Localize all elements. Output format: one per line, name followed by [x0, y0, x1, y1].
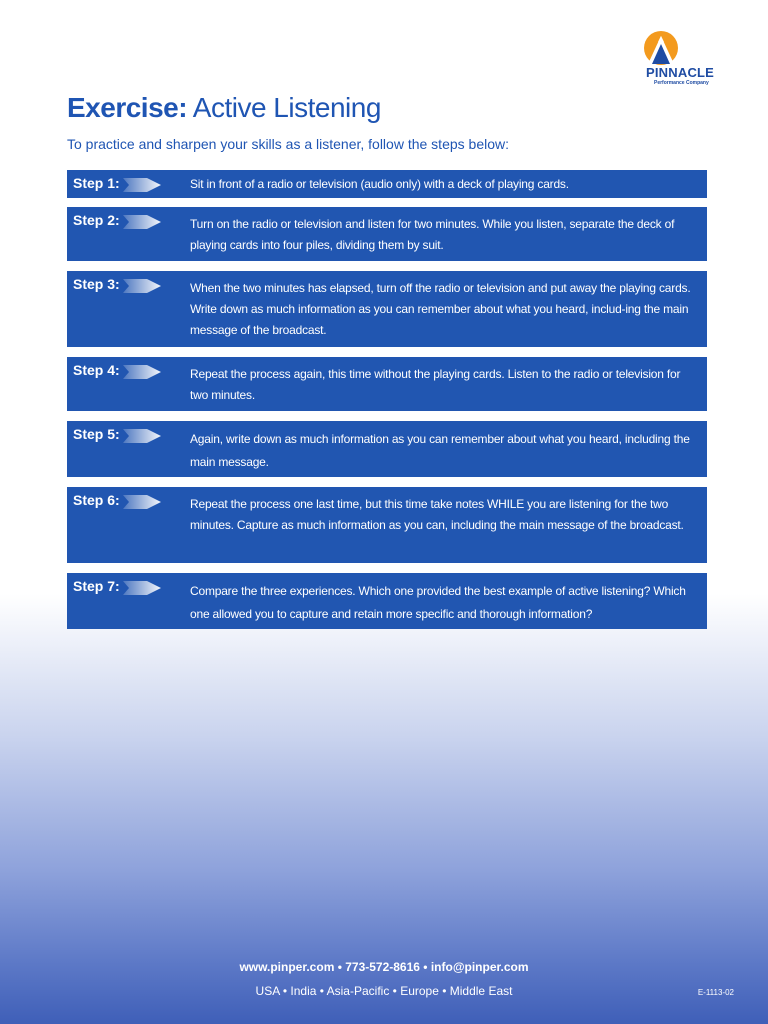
- title-bold: Exercise:: [67, 92, 188, 123]
- step-text: Repeat the process one last time, but this time take notes WHILE you are listening for the two minutes. Capture as much information as you can, including the main message of the broadcast.: [190, 497, 684, 532]
- step-row-3: [67, 271, 707, 347]
- document-code: E-1113-02: [697, 988, 734, 997]
- footer-contact: www.pinper.com • 773-572-8616 • info@pinper.com: [239, 960, 529, 974]
- arrow-right-icon: [123, 493, 163, 511]
- step-row-5: [67, 421, 707, 477]
- arrow-right-icon: [123, 579, 163, 597]
- step-text: Repeat the process again, this time without the playing cards. Listen to the radio or television for two minutes.: [190, 367, 681, 402]
- step-label: Step 3:: [73, 276, 120, 292]
- step-label: Step 4:: [73, 362, 120, 378]
- title-rest: Active Listening: [187, 92, 381, 123]
- arrow-right-icon: [123, 427, 163, 445]
- page-title: [67, 92, 381, 124]
- step-label: Step 1:: [73, 175, 120, 191]
- footer-regions: USA • India • Asia-Pacific • Europe • Middle East: [255, 984, 513, 998]
- logo-tagline: Performance Company: [654, 80, 709, 86]
- step-row-4: [67, 357, 707, 411]
- pinnacle-logo: [636, 30, 726, 90]
- step-text: Turn on the radio or television and listen for two minutes. While you listen, separate the deck of playing cards into four piles, dividing them by suit.: [190, 217, 675, 252]
- arrow-right-icon: [123, 363, 163, 381]
- step-label: Step 5:: [73, 426, 120, 442]
- intro-text: To practice and sharpen your skills as a listener, follow the steps below:: [67, 136, 510, 152]
- step-row-1: [67, 170, 707, 198]
- step-row-7: [67, 573, 707, 629]
- step-text: Compare the three experiences. Which one provided the best example of active listening? Which one allowed you to capture and retain more specific and thorough information?: [190, 584, 686, 621]
- arrow-right-icon: [123, 213, 163, 231]
- step-label: Step 7:: [73, 578, 120, 594]
- step-row-6: [67, 487, 707, 563]
- arrow-right-icon: [123, 176, 163, 194]
- logo-wordmark: PINNACLE: [646, 65, 715, 80]
- step-label: Step 6:: [73, 492, 120, 508]
- step-text: When the two minutes has elapsed, turn off the radio or television and put away the playing cards. Write down as much information as you can remember about what you heard, includ-ing the main message of the broadcast.: [190, 281, 691, 337]
- arrow-right-icon: [123, 277, 163, 295]
- step-label: Step 2:: [73, 212, 120, 228]
- step-text: Again, write down as much information as you can remember about what you heard, including the main message.: [190, 432, 690, 469]
- step-text: Sit in front of a radio or television (audio only) with a deck of playing cards.: [190, 177, 569, 191]
- step-row-2: [67, 207, 707, 261]
